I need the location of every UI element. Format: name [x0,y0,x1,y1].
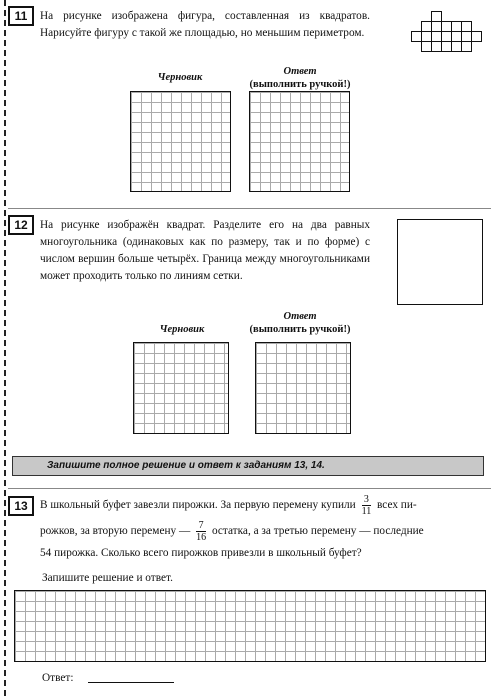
task-11-text: На рисунке изображена фигура, составленная из квадратов. Нарисуйте фигуру с такой же площадью, но меньшим периметром. [40,10,370,39]
task-12-square-figure [397,219,483,305]
instruction-banner [12,456,484,476]
task-12-text: На рисунке изображён квадрат. Разделите его на два равных многоугольника (одинаковых как по размеру, так и по форме) с числом вершин больше четырёх. Граница между многоугольниками может проходить только по линиям сетки. [40,219,370,282]
task-13-answer-label: Ответ: [42,672,74,684]
task-11-answer-grid[interactable] [249,91,350,192]
task-12-answer-note: (выполнить ручкой!) [249,324,351,335]
task-11-answer-label: Ответ [283,66,317,77]
task-number-13: 13 [8,496,34,516]
separator [8,488,491,489]
task-13-solution-grid[interactable] [14,590,486,662]
instruction-banner-text: Запишите полное решение и ответ к заданиям 13, 14. [47,460,325,471]
task-13-text [40,492,486,566]
task-13-line3: 54 пирожка. Сколько всего пирожков привезли в школьный буфет? [40,547,362,559]
separator [8,208,491,209]
cut-line [4,0,6,696]
task-number-11: 11 [8,6,34,26]
task-12-answer-grid[interactable] [255,342,351,434]
fraction-7-16: $\frac{7}{16}$ [196,519,207,543]
fraction-3-11: $\frac{3}{11}$ [361,493,372,517]
task-13-line1-end: всех пи- [377,499,417,511]
task-11-draft-label: Черновик [157,72,203,83]
task-13-line2-start: рожков, за вторую перемену — [40,525,191,537]
task-11-draft-grid[interactable] [130,91,231,192]
task-13-line2-end: остатка, а за третью перемену — последние [211,525,424,537]
task-12-answer-label: Ответ [283,311,317,322]
task-12-draft-label: Черновик [159,324,205,335]
task-11-answer-note: (выполнить ручкой!) [249,79,351,90]
task-number-12: 12 [8,215,34,235]
task-13-instruction: Запишите решение и ответ. [42,572,173,584]
task-13-line1-start: В школьный буфет завезли пирожки. За первую перемену купили [40,499,356,511]
task-13-answer-field[interactable] [88,682,174,683]
task-12-draft-grid[interactable] [133,342,229,434]
